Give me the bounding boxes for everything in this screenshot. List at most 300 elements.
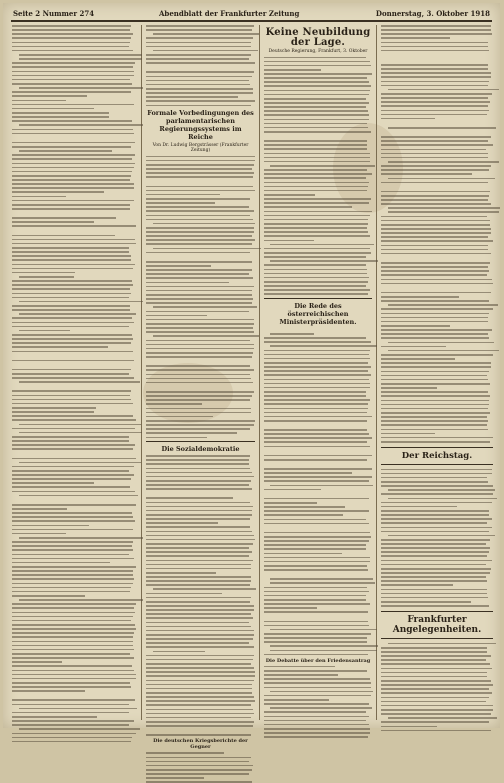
text-line bbox=[12, 133, 134, 135]
text-line bbox=[381, 64, 488, 66]
text-line bbox=[381, 253, 491, 255]
header-date: Donnerstag, 3. Oktober 1918 bbox=[375, 9, 490, 18]
text-line bbox=[388, 350, 500, 352]
text-line bbox=[12, 603, 136, 605]
text-line bbox=[12, 129, 133, 131]
text-line bbox=[12, 516, 133, 518]
text-line bbox=[19, 150, 111, 152]
text-line bbox=[264, 131, 371, 133]
text-line bbox=[381, 140, 488, 142]
text-line bbox=[381, 400, 489, 402]
text-line bbox=[264, 98, 366, 100]
text-line bbox=[146, 340, 250, 342]
text-line bbox=[146, 572, 216, 574]
text-line bbox=[146, 564, 251, 566]
text-line bbox=[381, 379, 488, 381]
text-line bbox=[264, 248, 370, 250]
article-heading: Die Rede des österreichischen Ministerpräsidenten. bbox=[279, 301, 357, 326]
text-line bbox=[264, 459, 367, 461]
text-line bbox=[146, 609, 254, 611]
text-line bbox=[12, 595, 85, 597]
text-line bbox=[12, 466, 134, 468]
text-line bbox=[146, 206, 249, 208]
text-line bbox=[146, 684, 252, 686]
text-line bbox=[381, 232, 491, 234]
text-line bbox=[381, 647, 487, 649]
text-line bbox=[12, 504, 136, 506]
text-line bbox=[146, 769, 252, 771]
text-line bbox=[381, 308, 493, 310]
text-line bbox=[264, 670, 367, 672]
text-line bbox=[146, 186, 253, 188]
text-line bbox=[12, 716, 97, 718]
text-line bbox=[264, 678, 370, 680]
text-line bbox=[388, 643, 496, 645]
text-line bbox=[12, 280, 132, 282]
text-line bbox=[12, 607, 134, 609]
text-line bbox=[264, 215, 370, 217]
text-line bbox=[153, 50, 259, 52]
text-line bbox=[12, 733, 136, 735]
text-line bbox=[146, 219, 253, 221]
text-line bbox=[381, 589, 487, 591]
text-line bbox=[264, 611, 368, 613]
text-line bbox=[12, 100, 66, 102]
text-line bbox=[12, 583, 133, 585]
text-line bbox=[381, 136, 491, 138]
text-line bbox=[264, 144, 367, 146]
text-line bbox=[264, 252, 371, 254]
text-line bbox=[381, 346, 446, 348]
text-line bbox=[264, 106, 366, 108]
text-line bbox=[381, 313, 489, 315]
text-line bbox=[12, 142, 135, 144]
text-line bbox=[264, 61, 370, 63]
text-line bbox=[381, 93, 492, 95]
text-line bbox=[146, 757, 251, 759]
text-line bbox=[12, 373, 129, 375]
text-line bbox=[146, 680, 254, 682]
text-line bbox=[12, 440, 129, 442]
text-line bbox=[146, 638, 253, 640]
text-line bbox=[381, 522, 487, 524]
text-line bbox=[19, 432, 142, 434]
text-line bbox=[12, 196, 66, 198]
text-line bbox=[146, 659, 253, 661]
text-line bbox=[146, 539, 255, 541]
text-line bbox=[12, 204, 130, 206]
text-line bbox=[12, 444, 135, 446]
column-divider bbox=[141, 25, 142, 720]
text-line bbox=[146, 752, 224, 754]
column-2 bbox=[146, 25, 255, 751]
text-line bbox=[146, 626, 251, 628]
text-line bbox=[12, 175, 131, 177]
text-line bbox=[270, 485, 373, 487]
text-line bbox=[264, 519, 366, 521]
section-heading: Frankfurter Angelegenheiten. bbox=[381, 611, 493, 639]
text-line bbox=[381, 81, 489, 83]
text-line bbox=[381, 420, 488, 422]
text-line bbox=[146, 273, 249, 275]
text-line bbox=[12, 259, 131, 261]
text-line bbox=[264, 732, 370, 734]
text-line bbox=[12, 570, 133, 572]
text-line bbox=[146, 100, 255, 102]
text-line bbox=[146, 510, 252, 512]
text-line bbox=[12, 154, 135, 156]
text-line bbox=[146, 319, 254, 321]
text-line bbox=[12, 309, 130, 311]
text-line bbox=[146, 704, 251, 706]
text-line bbox=[12, 520, 135, 522]
text-line bbox=[146, 522, 218, 524]
text-line bbox=[381, 424, 487, 426]
text-line bbox=[146, 424, 254, 426]
section-heading: Die Debatte über den Friedensantrag bbox=[265, 657, 371, 664]
text-line bbox=[264, 387, 370, 389]
text-line bbox=[264, 561, 370, 563]
text-line bbox=[381, 249, 488, 251]
text-line bbox=[12, 720, 134, 722]
text-line bbox=[146, 497, 233, 499]
text-line bbox=[381, 564, 486, 566]
text-line bbox=[381, 713, 491, 715]
text-line bbox=[381, 203, 491, 205]
text-line bbox=[19, 537, 143, 539]
text-line bbox=[12, 200, 134, 202]
text-line bbox=[12, 628, 136, 630]
column-4-text-bottom bbox=[381, 643, 493, 732]
text-line bbox=[19, 330, 70, 332]
text-line bbox=[381, 651, 487, 653]
text-line bbox=[381, 195, 489, 197]
text-line bbox=[146, 96, 238, 98]
text-line bbox=[146, 286, 254, 288]
text-line bbox=[19, 124, 142, 126]
text-line bbox=[12, 549, 133, 551]
text-line bbox=[12, 674, 136, 676]
text-line bbox=[12, 661, 62, 663]
text-line bbox=[264, 119, 369, 121]
text-line bbox=[264, 110, 368, 112]
text-line bbox=[264, 637, 367, 639]
text-line bbox=[146, 348, 254, 350]
text-line bbox=[146, 156, 255, 158]
text-line bbox=[12, 83, 132, 85]
text-line bbox=[12, 657, 134, 659]
text-line bbox=[12, 163, 135, 165]
text-line bbox=[264, 173, 372, 175]
column-4-text-top bbox=[381, 25, 493, 443]
text-line bbox=[381, 224, 490, 226]
article-heading: Keine Neubildung der Lage. bbox=[265, 27, 371, 48]
text-line bbox=[264, 182, 369, 184]
text-line bbox=[146, 323, 254, 325]
text-line bbox=[381, 274, 487, 276]
text-line bbox=[264, 476, 372, 478]
text-line bbox=[12, 171, 132, 173]
text-line bbox=[388, 89, 499, 91]
text-line bbox=[381, 42, 488, 44]
text-line bbox=[146, 172, 254, 174]
text-line bbox=[381, 709, 493, 711]
text-line bbox=[381, 157, 488, 159]
text-line bbox=[12, 554, 129, 556]
text-line bbox=[381, 333, 488, 335]
text-line bbox=[146, 630, 254, 632]
text-line bbox=[12, 288, 130, 290]
article-heading: Formale Vorbedingungen des parlamentarischen Regierungssystems im Reiche bbox=[147, 108, 254, 141]
text-line bbox=[264, 148, 367, 150]
text-line bbox=[381, 684, 493, 686]
text-line bbox=[264, 358, 370, 360]
text-line bbox=[264, 433, 369, 435]
text-line bbox=[381, 705, 493, 707]
text-line bbox=[12, 351, 133, 353]
text-line bbox=[264, 455, 372, 457]
text-line bbox=[264, 395, 366, 397]
text-line bbox=[146, 176, 253, 178]
text-line bbox=[146, 484, 249, 486]
text-line bbox=[381, 539, 490, 541]
text-line bbox=[381, 337, 489, 339]
text-line bbox=[381, 114, 487, 116]
text-line bbox=[12, 653, 130, 655]
text-line bbox=[12, 682, 130, 684]
text-line bbox=[264, 57, 366, 59]
text-line bbox=[381, 25, 491, 27]
text-line bbox=[12, 112, 109, 114]
text-line bbox=[12, 342, 131, 344]
text-line bbox=[264, 625, 369, 627]
text-line bbox=[146, 331, 254, 333]
text-line bbox=[264, 370, 368, 372]
text-line bbox=[264, 472, 352, 474]
text-line bbox=[146, 382, 253, 384]
text-line bbox=[381, 283, 493, 285]
text-line bbox=[146, 42, 251, 44]
text-line bbox=[381, 477, 487, 479]
text-line bbox=[270, 645, 378, 647]
text-line bbox=[19, 495, 138, 497]
text-line bbox=[146, 391, 254, 393]
column-4-text-mid bbox=[381, 469, 493, 607]
text-line bbox=[153, 335, 259, 337]
text-line bbox=[388, 342, 495, 344]
text-line bbox=[146, 459, 249, 461]
text-line bbox=[12, 632, 134, 634]
text-line bbox=[381, 676, 487, 678]
text-line bbox=[12, 116, 109, 118]
text-line bbox=[388, 178, 495, 180]
column-3-text-mid bbox=[264, 328, 372, 655]
text-line bbox=[146, 80, 249, 82]
text-line bbox=[388, 717, 498, 719]
text-line bbox=[381, 555, 487, 557]
text-line bbox=[19, 462, 140, 464]
text-line bbox=[19, 424, 140, 426]
text-line bbox=[146, 58, 249, 60]
text-line bbox=[381, 50, 489, 52]
text-line bbox=[381, 576, 486, 578]
text-line bbox=[12, 620, 131, 622]
text-line bbox=[381, 169, 489, 171]
text-line bbox=[12, 678, 136, 680]
header-rule bbox=[11, 20, 492, 22]
text-line bbox=[264, 383, 370, 385]
text-line bbox=[270, 333, 313, 335]
text-line bbox=[381, 730, 491, 732]
text-line bbox=[264, 273, 367, 275]
text-line bbox=[264, 523, 369, 525]
text-line bbox=[264, 69, 321, 71]
text-line bbox=[12, 377, 134, 379]
text-line bbox=[381, 279, 492, 281]
text-line bbox=[146, 717, 251, 719]
text-line bbox=[12, 512, 132, 514]
text-line bbox=[19, 87, 142, 89]
column-1-text bbox=[12, 25, 136, 742]
text-line bbox=[12, 562, 110, 564]
text-line bbox=[146, 543, 253, 545]
text-line bbox=[381, 387, 437, 389]
text-line bbox=[146, 290, 252, 292]
text-line bbox=[388, 498, 497, 500]
text-line bbox=[381, 412, 490, 414]
text-line bbox=[12, 612, 135, 614]
text-line bbox=[12, 268, 133, 270]
text-line bbox=[381, 429, 488, 431]
text-line bbox=[12, 541, 133, 543]
text-line bbox=[264, 114, 369, 116]
text-line bbox=[19, 313, 136, 315]
text-line bbox=[264, 441, 367, 443]
text-line bbox=[146, 725, 253, 727]
text-line bbox=[146, 773, 249, 775]
text-line bbox=[146, 468, 250, 470]
text-line bbox=[12, 665, 132, 667]
text-line bbox=[146, 613, 251, 615]
text-line bbox=[146, 568, 251, 570]
text-line bbox=[381, 726, 437, 728]
text-line bbox=[146, 709, 253, 711]
text-line bbox=[12, 91, 131, 93]
text-line bbox=[264, 264, 366, 266]
text-line bbox=[146, 164, 254, 166]
text-line bbox=[264, 140, 367, 142]
text-line bbox=[264, 194, 315, 196]
text-line bbox=[381, 270, 489, 272]
text-line bbox=[264, 446, 370, 448]
text-line bbox=[264, 65, 371, 67]
text-line bbox=[146, 46, 251, 48]
text-line bbox=[264, 724, 369, 726]
text-line bbox=[381, 697, 489, 699]
text-line bbox=[153, 248, 262, 250]
text-line bbox=[12, 737, 132, 739]
text-line bbox=[264, 77, 367, 79]
text-line bbox=[264, 654, 368, 656]
text-line bbox=[12, 670, 134, 672]
text-line bbox=[12, 529, 133, 531]
column-2-text-top bbox=[146, 25, 255, 106]
text-line bbox=[264, 666, 335, 668]
text-line bbox=[12, 79, 130, 81]
text-line bbox=[146, 667, 254, 669]
text-line bbox=[264, 480, 369, 482]
text-line bbox=[381, 76, 491, 78]
text-line bbox=[153, 33, 260, 35]
text-line bbox=[12, 712, 129, 714]
text-line bbox=[264, 633, 371, 635]
text-line bbox=[381, 220, 490, 222]
text-line bbox=[19, 381, 140, 383]
text-line bbox=[264, 285, 366, 287]
text-line bbox=[381, 262, 490, 264]
text-line bbox=[270, 260, 378, 262]
text-line bbox=[12, 104, 134, 106]
text-line bbox=[146, 642, 249, 644]
text-line bbox=[381, 584, 453, 586]
text-line bbox=[12, 322, 134, 324]
text-line bbox=[381, 672, 487, 674]
text-line bbox=[146, 198, 250, 200]
text-line bbox=[12, 587, 131, 589]
text-line bbox=[264, 548, 366, 550]
text-line bbox=[264, 687, 371, 689]
text-line bbox=[264, 223, 368, 225]
text-line bbox=[12, 686, 131, 688]
text-line bbox=[146, 432, 237, 434]
column-3-text-bottom bbox=[264, 666, 372, 738]
text-line bbox=[264, 366, 371, 368]
text-line bbox=[146, 597, 251, 599]
text-line bbox=[381, 408, 488, 410]
text-line bbox=[12, 478, 131, 480]
text-line bbox=[381, 236, 488, 238]
text-line bbox=[146, 215, 250, 217]
text-line bbox=[264, 695, 371, 697]
column-3 bbox=[264, 25, 372, 722]
text-line bbox=[146, 29, 252, 31]
text-line bbox=[381, 543, 486, 545]
text-line bbox=[12, 470, 129, 472]
text-line bbox=[264, 269, 367, 271]
text-line bbox=[264, 720, 366, 722]
text-line bbox=[12, 704, 129, 706]
text-line bbox=[146, 700, 255, 702]
text-line bbox=[264, 599, 366, 601]
text-line bbox=[270, 582, 374, 584]
text-line bbox=[146, 713, 254, 715]
text-line bbox=[381, 191, 490, 193]
text-line bbox=[381, 362, 491, 364]
text-line bbox=[12, 458, 136, 460]
text-line bbox=[12, 448, 133, 450]
text-line bbox=[12, 616, 133, 618]
text-line bbox=[381, 72, 491, 74]
text-line bbox=[12, 624, 135, 626]
text-line bbox=[264, 711, 366, 713]
text-line bbox=[12, 146, 131, 148]
text-line bbox=[12, 225, 136, 227]
text-line bbox=[12, 411, 94, 413]
text-line bbox=[381, 245, 488, 247]
text-line bbox=[381, 659, 486, 661]
text-line bbox=[264, 403, 368, 405]
text-line bbox=[264, 489, 321, 491]
